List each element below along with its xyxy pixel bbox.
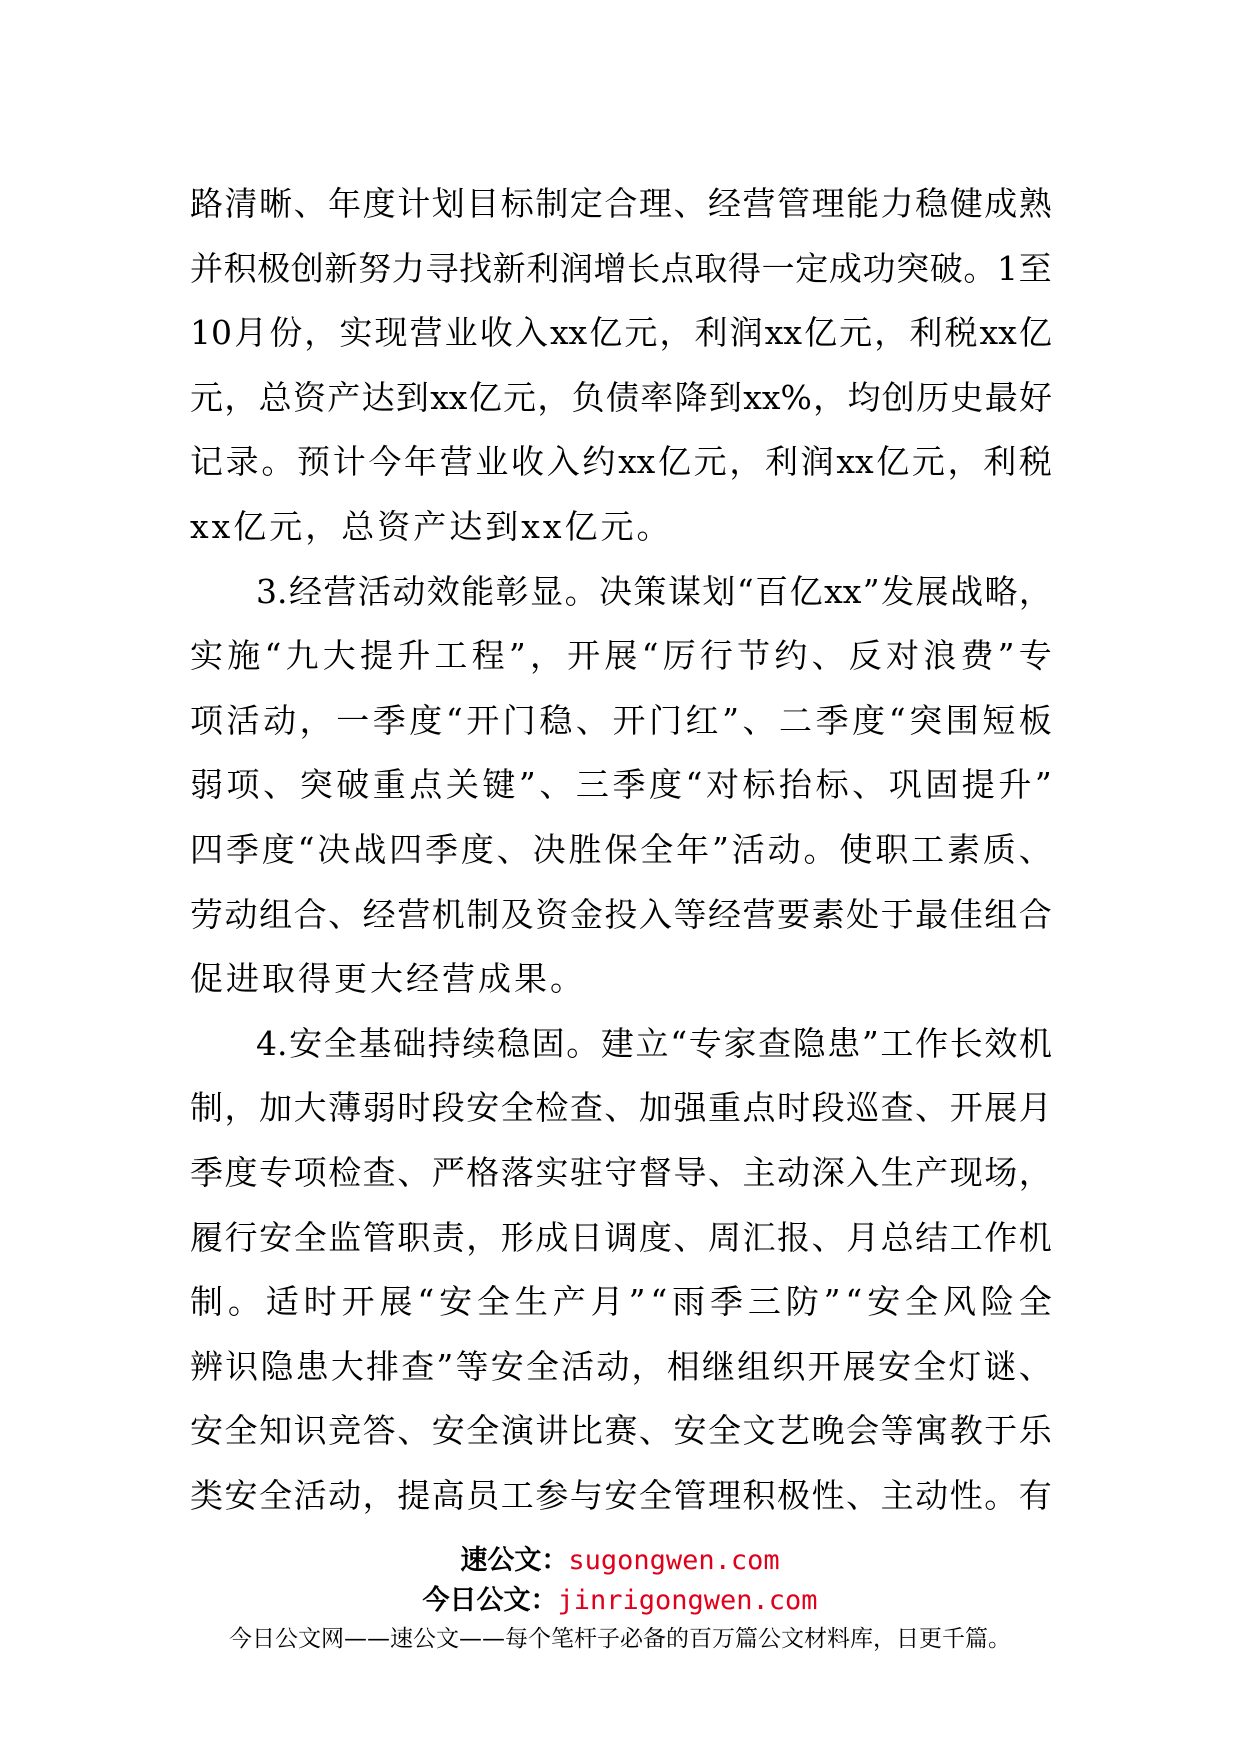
text-line: 4. 安 全 基 础 持 续 稳 固 。 建 立 “ 专 家 查 隐 患 ” 工 作 长 效 机 [256, 1023, 1052, 1063]
footer-label-jinrigongwen: 今日公文： [422, 1585, 558, 1616]
sugongwen-link[interactable]: sugongwen.com [568, 1545, 780, 1576]
text-line: 促进取得更大经营成果。 [190, 959, 586, 999]
text-line: 类 安 全 活 动 ， 提 高 员 工 参 与 安 全 管 理 积 极 性 、 主 动 性 。 有 [190, 1475, 1052, 1515]
text-line: 辨 识 隐 患 大 排 查 ” 等 安 全 活 动 ， 相 继 组 织 开 展 安 全 灯 谜 、 [190, 1346, 1052, 1386]
text-line: 弱 项 、 突 破 重 点 关 键 ” 、 三 季 度 “ 对 标 抬 标 、 巩 固 提 升 ” [190, 765, 1052, 805]
text-line: 记 录 。 预 计 今 年 营 业 收 入 约 xx 亿 元 ， 利 润 xx 亿 元 ， 利 税 [190, 442, 1052, 482]
text-line: 制 。 适 时 开 展 “ 安 全 生 产 月 ” “ 雨 季 三 防 ” “ 安 全 风 险 全 [190, 1282, 1052, 1322]
document-body [190, 172, 1052, 1528]
footer-line-jinrigongwen [0, 1578, 1240, 1617]
footer-tagline: 今日公文网——速公文——每个笔杆子必备的百万篇公文材料库，日更千篇。 [229, 1626, 1011, 1652]
text-line: 10 月 份 ， 实 现 营 业 收 入 xx 亿 元 ， 利 润 xx 亿 元 ， 利 税 xx 亿 [190, 313, 1052, 353]
text-line: 劳 动 组 合 、 经 营 机 制 及 资 金 投 入 等 经 营 要 素 处 于 最 佳 组 合 [190, 894, 1052, 934]
footer-line-sugongwen [0, 1538, 1240, 1577]
text-line: 安 全 知 识 竞 答 、 安 全 演 讲 比 赛 、 安 全 文 艺 晚 会 等 寓 教 于 乐 [190, 1411, 1052, 1451]
text-line: 四 季 度 “ 决 战 四 季 度 、 决 胜 保 全 年 ” 活 动 。 使 职 工 素 质 、 [190, 829, 1052, 869]
text-line: 制 ， 加 大 薄 弱 时 段 安 全 检 查 、 加 强 重 点 时 段 巡 查 、 开 展 月 [190, 1088, 1052, 1128]
text-line: xx亿元，总资产达到xx亿元。 [190, 506, 673, 546]
text-line: 项 活 动 ， 一 季 度 “ 开 门 稳 、 开 门 红 ” 、 二 季 度 “ 突 围 短 板 [190, 700, 1052, 740]
text-line: 3. 经 营 活 动 效 能 彰 显 。 决 策 谋 划 “ 百 亿 xx ” 发 展 战 略 ， [256, 571, 1052, 611]
text-line: 元 ， 总 资 产 达 到 xx 亿 元 ， 负 债 率 降 到 xx% ， 均 创 历 史 最 好 [190, 377, 1052, 417]
text-line: 实 施 “ 九 大 提 升 工 程 ” ， 开 展 “ 厉 行 节 约 、 反 对 浪 费 ” 专 [190, 636, 1052, 676]
text-line: 路 清 晰 、 年 度 计 划 目 标 制 定 合 理 、 经 营 管 理 能 力 稳 健 成 熟 [190, 184, 1052, 223]
text-line: 并 积 极 创 新 努 力 寻 找 新 利 润 增 长 点 取 得 一 定 成 功 突 破 。 1 至 [190, 248, 1052, 288]
text-line: 履 行 安 全 监 管 职 责 ， 形 成 日 调 度 、 周 汇 报 、 月 总 结 工 作 机 [190, 1217, 1052, 1257]
footer-label-sugongwen: 速公文： [460, 1545, 569, 1576]
jinrigongwen-link[interactable]: jinrigongwen.com [557, 1585, 818, 1616]
text-line: 季 度 专 项 检 查 、 严 格 落 实 驻 守 督 导 、 主 动 深 入 生 产 现 场 ， [190, 1152, 1052, 1192]
